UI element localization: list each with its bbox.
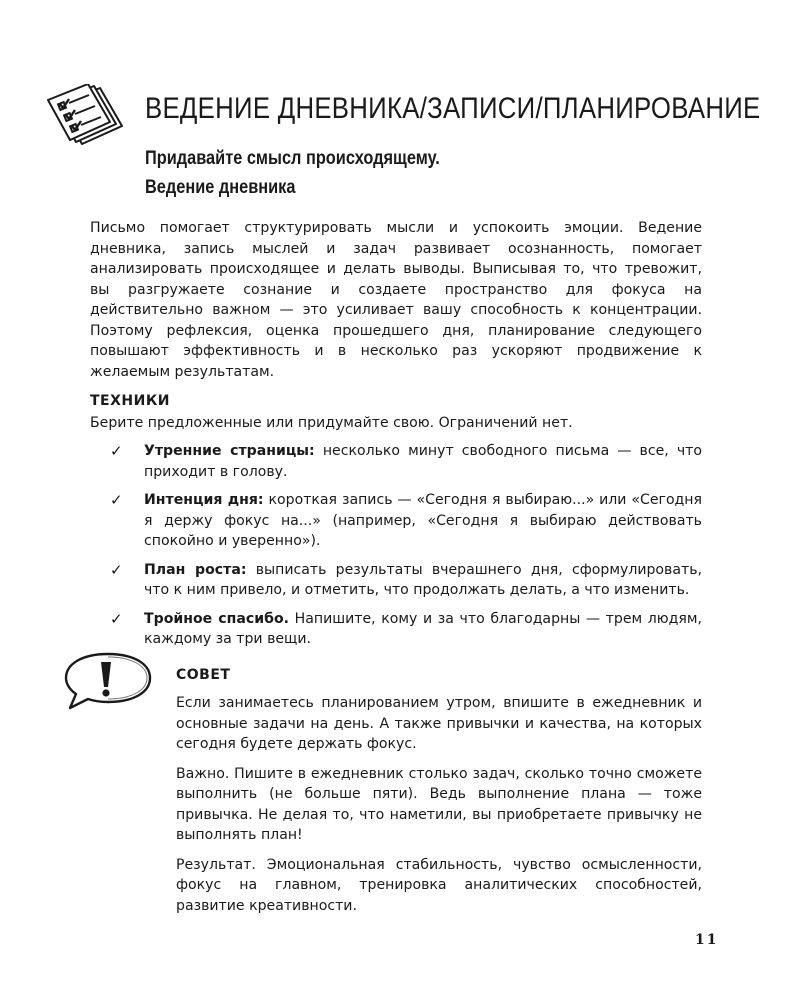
chapter-title: ВЕДЕНИЕ ДНЕВНИКА/ЗАПИСИ/ПЛАНИРОВАНИЕ: [145, 92, 761, 125]
exclamation-speech-bubble-icon: [62, 650, 154, 712]
techniques-list: [110, 441, 702, 658]
techniques-lead: Берите предложенные или придумайте свою. Ограничений нет.: [90, 415, 573, 431]
intro-paragraph: Письмо помогает структурировать мысли и успокоить эмоции. Ведение дневника, запись мыслей и задач развивает осознанность, помогает анализировать происходящее и делать выводы. Выписывая то, что тревожит, вы разгружаете сознание и создаете пространство для фокуса на действительно важном — это усиливает вашу способность к концентрации. Поэтому рефлексия, оценка прошедшего дня, планирование следующего повышают эффективность и в несколько раз ускоряют продвижение к желаемым результатам.: [90, 220, 702, 380]
tip-paragraph: Результат. Эмоциональная стабильность, чувство осмысленности, фокус на главном, тренировка аналитических способностей, развитие креативности.: [176, 856, 702, 914]
checklist-document-icon: [42, 84, 128, 148]
tip-paragraph: Важно. Пишите в ежедневник столько задач, сколько точно сможете выполнить (не больше пяти). Ведь выполнение плана — тоже привычка. Не делая то, что наметили, вы приобретаете привычку не выполнять план!: [176, 765, 702, 843]
technique-text: короткая запись — «Сегодня я выбираю...» или «Сегодня я держу фокус на...» (например, «Сегодня я выбираю действовать спокойно и уверенно»).: [144, 492, 702, 549]
technique-term: Интенция дня:: [144, 492, 264, 508]
checkmark-icon: ✓: [110, 491, 123, 509]
checkmark-icon: ✓: [110, 609, 123, 628]
technique-text: Напишите, кому и за что благодарны — трем людям, каждому за три вещи.: [144, 610, 702, 647]
techniques-heading: ТЕХНИКИ: [90, 393, 171, 409]
chapter-subtitle-line-1: Придавайте смысл происходящему.: [145, 148, 440, 169]
technique-text: несколько минут свободного письма — все, что приходит в голову.: [144, 443, 703, 480]
checkmark-icon: ✓: [110, 442, 123, 460]
list-item: [110, 490, 702, 552]
technique-term: План роста:: [144, 561, 247, 578]
list-item: [110, 609, 702, 650]
tip-body: [176, 693, 702, 925]
list-item: [110, 441, 702, 482]
list-item: [110, 560, 702, 601]
checkmark-icon: ✓: [110, 560, 123, 579]
technique-term: Утренние страницы:: [144, 443, 315, 459]
chapter-subtitle-line-2: Ведение дневника: [145, 177, 296, 198]
tip-paragraph: Если занимаетесь планированием утром, впишите в ежедневник и основные задачи на день. А также привычки и качества, на которых сегодня будете держать фокус.: [176, 695, 702, 752]
technique-text: выписать результаты вчерашнего дня, сформулировать, что к ним привело, и отметить, что продолжать делать, а что изменить.: [144, 561, 702, 598]
tip-heading: СОВЕТ: [176, 667, 231, 683]
technique-term: Тройное спасибо.: [144, 610, 289, 627]
page-number: 11: [695, 932, 719, 948]
